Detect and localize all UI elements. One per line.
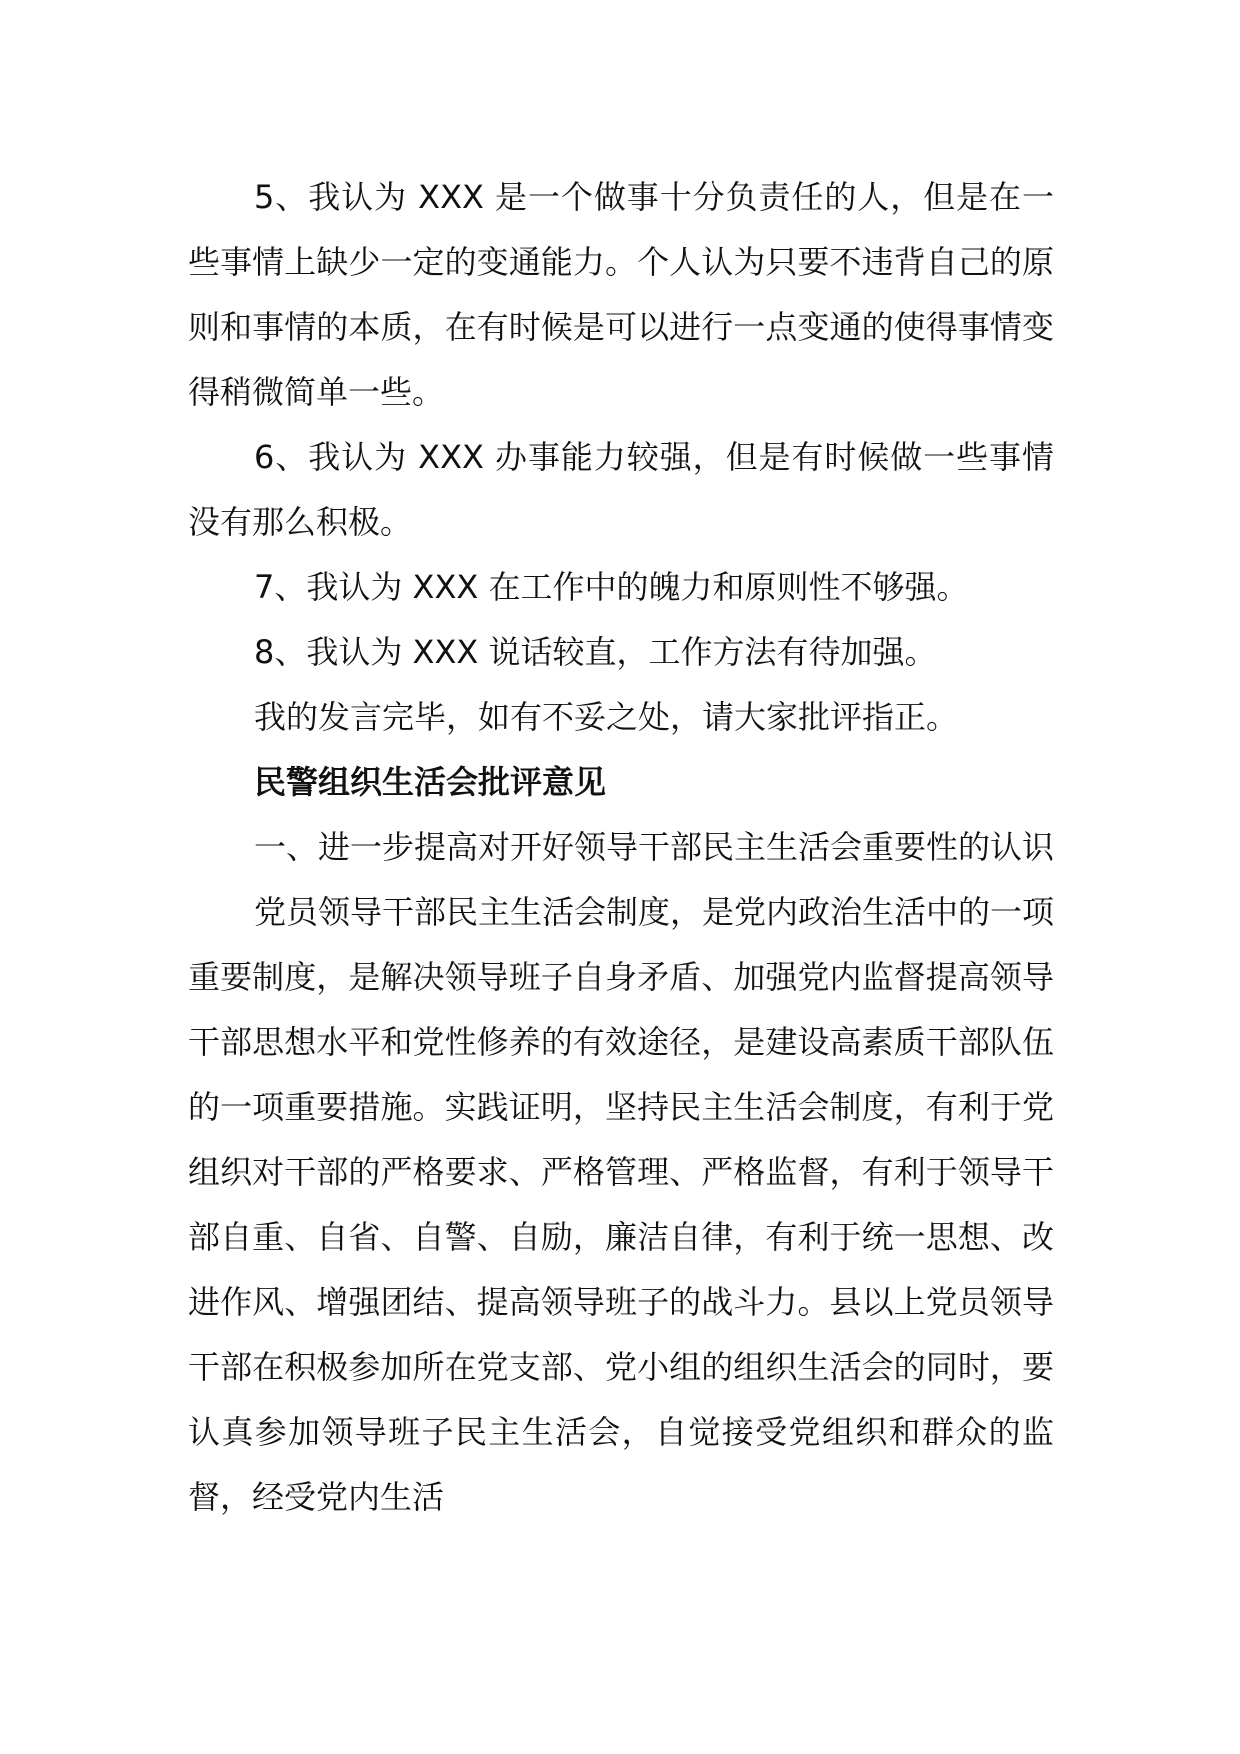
paragraph-item-8: 8、我认为 XXX 说话较直，工作方法有待加强。: [254, 633, 937, 671]
section-subheading: 一、进一步提高对开好领导干部民主生活会重要性的认识: [254, 828, 1055, 866]
paragraph-item-7: 7、我认为 XXX 在工作中的魄力和原则性不够强。: [254, 568, 969, 606]
paragraph-item-6: 6、我认为 XXX 办事能力较强，但是有时候做一些事情没有那么积极。: [188, 438, 1054, 541]
section-title: 民警组织生活会批评意见: [254, 763, 607, 801]
document-page: [188, 165, 1054, 1530]
section-body-paragraph: 党员领导干部民主生活会制度，是党内政治生活中的一项重要制度，是解决领导班子自身矛盾、加强党内监督提高领导干部思想水平和党性修养的有效途径，是建设高素质干部队伍的一项重要措施。实践证明，坚持民主生活会制度，有利于党组织对干部的严格要求、严格管理、严格监督，有利于领导干部自重、自省、自警、自励，廉洁自律，有利于统一思想、改进作风、增强团结、提高领导班子的战斗力。县以上党员领导干部在积极参加所在党支部、党小组的组织生活会的同时，要认真参加领导班子民主生活会，自觉接受党组织和群众的监督，经受党内生活: [188, 893, 1055, 1516]
paragraph-item-5: 5、我认为 XXX 是一个做事十分负责任的人，但是在一些事情上缺少一定的变通能力。个人认为只要不违背自己的原则和事情的本质，在有时候是可以进行一点变通的使得事情变得稍微简单一些。: [188, 178, 1054, 411]
paragraph-closing: 我的发言完毕，如有不妥之处，请大家批评指正。: [254, 698, 959, 736]
